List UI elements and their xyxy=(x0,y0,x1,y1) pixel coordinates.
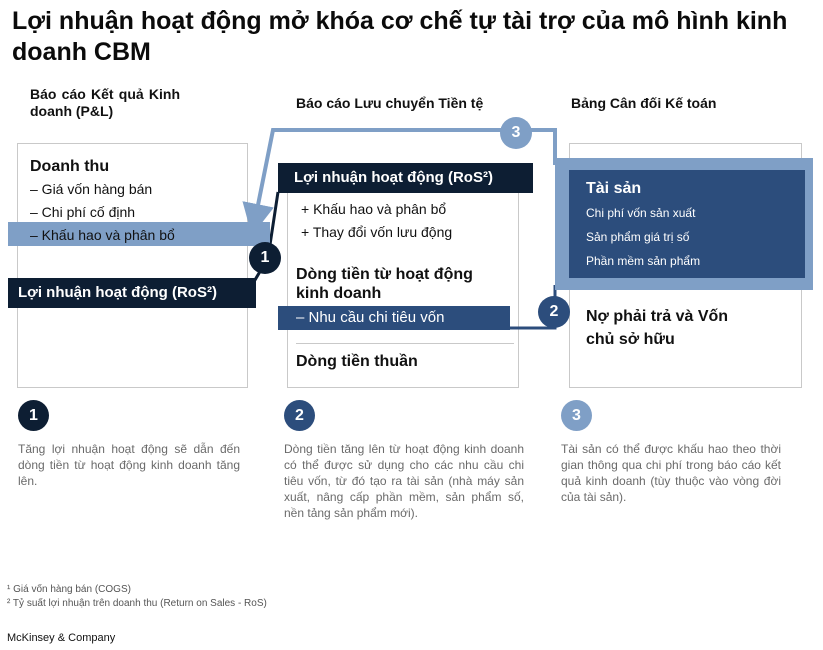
step-2-marker xyxy=(538,296,570,328)
cashflow-heading: Báo cáo Lưu chuyển Tiền tệ xyxy=(296,95,484,111)
step-3-marker-label: 3 xyxy=(511,124,521,141)
pl-item-fixed-cost: – Chi phí cố định xyxy=(30,204,136,220)
pl-item-cogs: – Giá vốn hàng bán xyxy=(30,181,153,197)
pl-heading: Báo cáo Kết quả Kinh doanh (P&L) xyxy=(30,86,180,119)
cashflow-item-depreciation: + Khấu hao và phân bổ xyxy=(301,201,447,217)
cashflow-net: Dòng tiền thuần xyxy=(296,353,418,370)
step-1-marker-label: 1 xyxy=(260,249,270,266)
step-2-circle-label: 2 xyxy=(295,406,304,424)
step-3-circle xyxy=(561,400,592,431)
brand-logo: McKinsey & Company xyxy=(7,632,116,644)
pl-operating-profit: Lợi nhuận hoạt động (RoS²) xyxy=(8,278,256,308)
cashflow-item-working-capital: + Thay đổi vốn lưu động xyxy=(301,224,453,240)
assets-item-software: Phần mềm sản phẩm xyxy=(586,254,701,268)
step-3-description: Tài sản có thể được khấu hao theo thời gian thông qua chi phí trong báo cáo kết quả kinh doanh (tùy thuộc vào vòng đời của tài sản). xyxy=(561,442,781,504)
assets-item-production: Chi phí vốn sản xuất xyxy=(586,206,696,220)
pl-item-depreciation: – Khấu hao và phân bổ xyxy=(30,227,175,243)
step-2-marker-label: 2 xyxy=(549,303,559,320)
step-1-description: Tăng lợi nhuận hoạt động sẽ dẫn đến dòng tiền từ hoạt động kinh doanh tăng lên. xyxy=(18,442,240,488)
step-1-marker xyxy=(249,242,281,274)
step-1-circle-label: 1 xyxy=(29,406,38,424)
pl-revenue: Doanh thu xyxy=(30,158,110,175)
cashflow-divider xyxy=(296,343,514,344)
step-1-circle xyxy=(18,400,49,431)
step-3-circle-label: 3 xyxy=(572,406,581,424)
balance-heading: Bảng Cân đối Kế toán xyxy=(571,95,717,111)
step-3-marker xyxy=(500,117,532,149)
footnote-2: ² Tỷ suất lợi nhuận trên doanh thu (Return on Sales - RoS) xyxy=(7,598,267,609)
footnote-1: ¹ Giá vốn hàng bán (COGS) xyxy=(7,584,131,595)
assets-title: Tài sản xyxy=(586,180,642,197)
assets-item-digital: Sản phẩm giá trị số xyxy=(586,230,690,244)
page-title: Lợi nhuận hoạt động mở khóa cơ chế tự tài trợ của mô hình kinh doanh CBM xyxy=(12,7,788,66)
liabilities-equity: Nợ phải trả và Vốn chủ sở hữu xyxy=(586,308,729,348)
cashflow-operating-profit: Lợi nhuận hoạt động (RoS²) xyxy=(278,163,533,193)
step-2-circle xyxy=(284,400,315,431)
cashflow-operating: Dòng tiền từ hoạt động kinh doanh xyxy=(296,266,473,302)
cashflow-capex-label: – Nhu cầu chi tiêu vốn xyxy=(296,309,445,326)
cashflow-capex xyxy=(278,306,510,330)
step-2-description: Dòng tiền tăng lên từ hoạt động kinh doanh có thể được sử dụng cho các nhu cầu chi tiêu vốn, từ đó tạo ra tài sản (nhà máy sản xuất, nâng cấp phần mềm, sản phẩm số, nền tảng sản phẩm mới). xyxy=(284,442,524,520)
